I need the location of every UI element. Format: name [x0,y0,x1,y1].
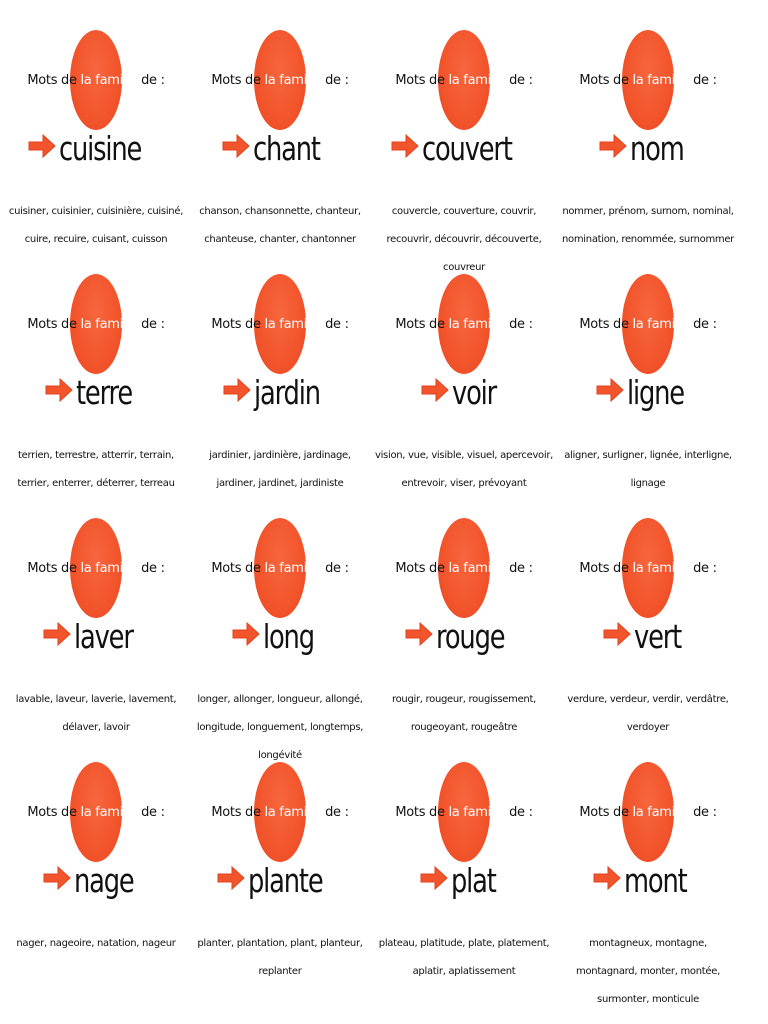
root-word: laver [74,616,134,656]
arrow-right-icon [390,131,420,161]
heading-highlight: la famille [448,561,506,576]
arrow-right-icon [598,131,628,161]
family-words: plateau, platitude, plate, platement, aplatir, aplatissement [378,938,550,977]
heading-suffix: de : [321,317,349,332]
heading-suffix: de : [505,317,533,332]
root-word-row [368,372,560,413]
root-word: couvert [422,128,513,168]
word-family-card [184,0,376,244]
family-words: couvercle, couverture, couvrir, recouvrir, découvrir, découverte, couvreur [386,206,542,273]
root-word-row [368,860,560,901]
arrow-right-icon [592,863,622,893]
word-family-card [0,0,192,244]
card-heading [368,804,560,822]
family-words: vision, vue, visible, visuel, apercevoir, entrevoir, viser, prévoyant [374,450,554,489]
root-word: plante [248,860,323,900]
card-heading [184,560,376,578]
arrow-right-icon [44,375,74,405]
root-word-row [368,128,560,169]
root-word-row [552,128,744,169]
heading-highlight: la famille [632,73,690,88]
heading-prefix: Mots de [395,561,449,576]
heading-suffix: de : [689,561,717,576]
arrow-right-icon [419,863,449,893]
heading-prefix: Mots de [211,561,265,576]
heading-suffix: de : [137,805,165,820]
heading-prefix: Mots de [395,73,449,88]
heading-prefix: Mots de [27,805,81,820]
family-words: montagneux, montagne, montagnard, monter, montée, surmonter, monticule [576,938,720,1005]
heading-suffix: de : [137,317,165,332]
family-words: verdure, verdeur, verdir, verdâtre, verdoyer [567,694,729,733]
arrow-right-icon [216,863,246,893]
root-word: nom [629,128,684,168]
heading-prefix: Mots de [579,805,633,820]
card-heading [0,316,192,334]
heading-highlight: la famille [264,561,322,576]
word-family-card [184,732,376,976]
card-heading [368,72,560,90]
arrow-right-icon [27,131,57,161]
heading-highlight: la famille [632,317,690,332]
heading-suffix: de : [689,805,717,820]
word-family-card [368,732,560,976]
root-word: plat [451,860,497,900]
heading-prefix: Mots de [579,561,633,576]
heading-prefix: Mots de [395,317,449,332]
heading-highlight: la famille [448,73,506,88]
word-family-card [184,488,376,761]
heading-highlight: la famille [264,73,322,88]
heading-highlight: la famille [264,317,322,332]
card-heading [552,560,744,578]
arrow-right-icon [595,375,625,405]
heading-prefix: Mots de [579,317,633,332]
heading-prefix: Mots de [395,805,449,820]
heading-highlight: la famille [448,805,506,820]
heading-prefix: Mots de [211,73,265,88]
heading-prefix: Mots de [579,73,633,88]
heading-suffix: de : [321,561,349,576]
heading-highlight: la famille [80,317,138,332]
word-family-card [0,732,192,976]
root-word-row [0,372,192,413]
root-word: mont [623,860,687,900]
root-word-row [0,128,192,169]
card-heading [0,804,192,822]
root-word: nage [73,860,134,900]
family-words: jardinier, jardinière, jardinage, jardiner, jardinet, jardiniste [209,450,351,489]
card-heading [184,72,376,90]
root-word: voir [451,372,496,412]
root-word: chant [253,128,320,168]
heading-highlight: la famille [80,561,138,576]
root-word-row [184,372,376,413]
family-words: longer, allonger, longueur, allongé, longitude, longuement, longtemps, longévité [196,694,364,761]
arrow-right-icon [231,619,261,649]
family-words: rougir, rougeur, rougissement, rougeoyant, rougeâtre [392,694,536,733]
card-heading [552,804,744,822]
family-words: chanson, chansonnette, chanteur, chanteuse, chanter, chantonner [199,206,361,245]
heading-highlight: la famille [264,805,322,820]
root-word: cuisine [59,128,142,168]
heading-prefix: Mots de [27,561,81,576]
root-word: ligne [627,372,685,412]
word-family-card [552,0,744,244]
word-family-card [552,244,744,488]
family-words: cuisiner, cuisinier, cuisinière, cuisiné, cuire, recuire, cuisant, cuisson [8,206,184,245]
heading-highlight: la famille [80,805,138,820]
heading-highlight: la famille [448,317,506,332]
root-word-row [552,860,744,901]
root-word-row [184,616,376,657]
family-words: nager, nageoire, natation, nageur [16,938,176,949]
arrow-right-icon [221,131,251,161]
word-family-card [0,488,192,732]
root-word: vert [633,616,681,656]
heading-suffix: de : [505,73,533,88]
word-family-card [184,244,376,488]
word-family-card [552,732,744,1005]
card-heading [368,560,560,578]
card-heading [0,560,192,578]
heading-suffix: de : [321,73,349,88]
arrow-right-icon [42,619,72,649]
arrow-right-icon [404,619,434,649]
arrow-right-icon [420,375,450,405]
heading-prefix: Mots de [211,805,265,820]
heading-suffix: de : [137,561,165,576]
arrow-right-icon [42,863,72,893]
heading-prefix: Mots de [27,73,81,88]
heading-suffix: de : [505,561,533,576]
card-heading [184,804,376,822]
word-family-card [368,0,560,273]
root-word-row [368,616,560,657]
root-word-row [552,372,744,413]
root-word: long [263,616,315,656]
family-words: nommer, prénom, surnom, nominal, nomination, renommée, surnommer [562,206,734,245]
heading-prefix: Mots de [211,317,265,332]
heading-suffix: de : [505,805,533,820]
family-words: aligner, surligner, lignée, interligne, lignage [564,450,732,489]
root-word: terre [76,372,133,412]
heading-prefix: Mots de [27,317,81,332]
card-heading [552,316,744,334]
word-family-card [552,488,744,732]
card-heading [184,316,376,334]
card-heading [368,316,560,334]
root-word-row [0,860,192,901]
heading-suffix: de : [689,317,717,332]
word-family-card [0,244,192,488]
family-words: planter, plantation, plant, planteur, replanter [197,938,363,977]
word-family-card [368,488,560,732]
root-word-row [184,860,376,901]
root-word-row [552,616,744,657]
card-heading [0,72,192,90]
heading-highlight: la famille [632,561,690,576]
arrow-right-icon [222,375,252,405]
root-word: jardin [253,372,320,412]
root-word-row [184,128,376,169]
heading-suffix: de : [689,73,717,88]
heading-highlight: la famille [80,73,138,88]
family-words: terrien, terrestre, atterrir, terrain, terrier, enterrer, déterrer, terreau [17,450,175,489]
word-family-card [368,244,560,488]
arrow-right-icon [602,619,632,649]
card-heading [552,72,744,90]
heading-suffix: de : [137,73,165,88]
root-word: rouge [436,616,505,656]
heading-highlight: la famille [632,805,690,820]
heading-suffix: de : [321,805,349,820]
family-words: lavable, laveur, laverie, lavement, délaver, lavoir [15,694,177,733]
root-word-row [0,616,192,657]
